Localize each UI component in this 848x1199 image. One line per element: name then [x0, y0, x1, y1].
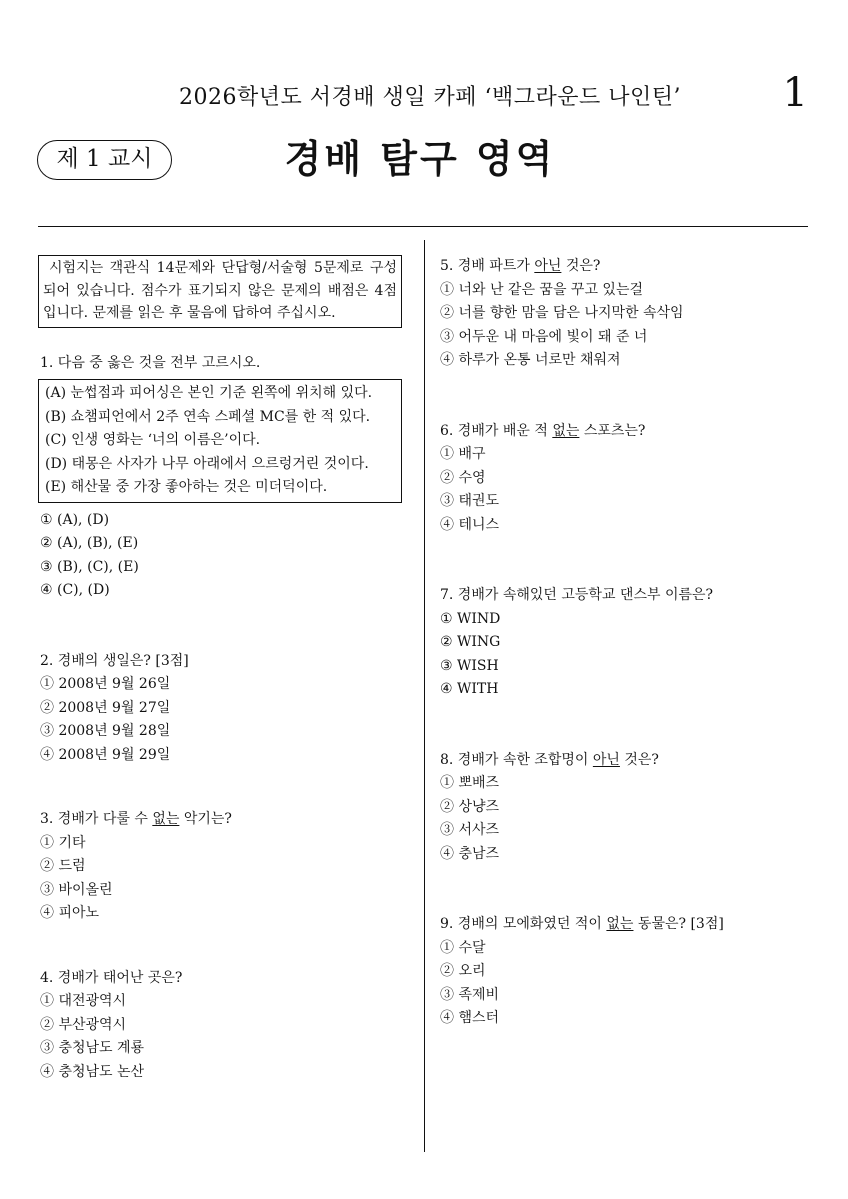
statement: (C) 인생 영화는 ‘너의 이름은’이다. [45, 432, 261, 448]
answer-options [440, 937, 800, 1031]
answer-options [40, 990, 402, 1084]
stem-text: 악기는? [179, 811, 232, 827]
stem-text: 스포츠는? [579, 422, 646, 439]
answer-option[interactable]: ④ 충남즈 [440, 845, 500, 862]
answer-option[interactable]: ④ (C), (D) [40, 582, 110, 598]
answer-option[interactable]: ③ 어두운 내 마음에 빛이 돼 준 너 [440, 328, 648, 345]
question-stem: 1. 다음 중 옳은 것을 전부 고르시오. [40, 354, 261, 371]
question-stem [440, 255, 800, 279]
answer-option[interactable]: ① 수달 [440, 939, 486, 956]
answer-option[interactable]: ② 너를 향한 맘을 담은 나지막한 속삭임 [440, 305, 684, 321]
answer-option[interactable]: ② 오리 [440, 963, 486, 979]
answer-option[interactable]: ② 상냥즈 [440, 798, 500, 815]
answer-option[interactable]: ① 배구 [440, 446, 486, 462]
stem-text: 9. 경배의 모에화였던 적이 [440, 916, 607, 932]
emphasis-underline: 없는 [606, 916, 634, 932]
answer-option[interactable]: ① 2008년 9월 26일 [40, 676, 171, 692]
question-stem: 7. 경배가 속해있던 고등학교 댄스부 이름은? [440, 587, 714, 603]
question-stem: 4. 경배가 태어난 곳은? [40, 969, 183, 986]
answer-option[interactable]: ④ 햄스터 [440, 1010, 500, 1026]
answer-option[interactable]: ② 2008년 9월 27일 [40, 699, 171, 716]
question-8 [440, 749, 800, 867]
statement: (D) 태몽은 사자가 나무 아래에서 으르렁거린 것이다. [45, 455, 369, 472]
header-rule [38, 226, 808, 227]
question-stem [440, 420, 800, 444]
answer-option[interactable]: ③ (B), (C), (E) [40, 558, 139, 575]
emphasis-underline: 아닌 [534, 258, 562, 274]
stem-text: 3. 경배가 다룰 수 [40, 811, 153, 827]
right-column [440, 255, 800, 1031]
answer-options [440, 772, 800, 866]
answer-option[interactable]: ② 드럼 [40, 858, 86, 874]
question-stem [40, 808, 402, 832]
answer-option[interactable]: ③ 바이올린 [40, 881, 113, 898]
answer-option[interactable]: ④ 테니스 [440, 516, 500, 533]
answer-options [40, 673, 402, 767]
answer-option[interactable]: ④ 하루가 온통 너로만 채워져 [440, 352, 621, 368]
answer-option[interactable]: ① (A), (D) [40, 511, 110, 528]
stem-text: 동물은? [3점] [633, 916, 724, 932]
statement-box [38, 379, 402, 503]
question-stem [440, 913, 800, 937]
question-5 [440, 255, 800, 373]
answer-options [40, 509, 402, 603]
period-badge: 제 1 교시 [37, 140, 172, 180]
question-9 [440, 913, 800, 1031]
instructions-text: 시험지는 객관식 14문제와 단답형/서술형 5문제로 구성되어 있습니다. 점수가 표기되지 않은 문제의 배점은 4점입니다. 문제를 읽은 후 물음에 답하여 주십시오. [43, 260, 397, 321]
answer-option[interactable]: ① WIND [440, 610, 501, 627]
question-stem: 2. 경배의 생일은? [3점] [40, 652, 189, 669]
answer-option[interactable]: ③ 태권도 [440, 493, 500, 509]
exam-title: 경배 탐구 영역 [284, 137, 556, 181]
answer-options [440, 443, 800, 537]
question-4 [40, 967, 402, 1085]
question-7 [440, 584, 800, 702]
question-stem [440, 749, 800, 773]
answer-option[interactable]: ③ 족제비 [440, 986, 500, 1003]
stem-text: 것은? [561, 258, 601, 274]
answer-options [440, 608, 800, 702]
left-column [40, 255, 402, 1084]
question-1 [40, 352, 402, 603]
stem-text: 5. 경배 파트가 [440, 258, 535, 274]
stem-text: 것은? [619, 751, 659, 768]
stem-text: 8. 경배가 속한 조합명이 [440, 751, 593, 768]
answer-option[interactable]: ③ 2008년 9월 28일 [40, 723, 171, 739]
answer-option[interactable]: ① 뽀배즈 [440, 775, 500, 791]
emphasis-underline: 아닌 [592, 751, 620, 768]
answer-option[interactable]: ④ 2008년 9월 29일 [40, 746, 171, 763]
answer-option[interactable]: ① 기타 [40, 834, 86, 851]
answer-option[interactable]: ④ 충청남도 논산 [40, 1063, 145, 1080]
statement: (E) 해산물 중 가장 좋아하는 것은 미더덕이다. [45, 479, 328, 495]
answer-option[interactable]: ③ 서사즈 [440, 822, 500, 838]
emphasis-underline: 없는 [552, 422, 580, 439]
page-number: 1 [782, 70, 808, 116]
header-title: 2026학년도 서경배 생일 카페 ‘백그라운드 나인틴’ [179, 85, 681, 110]
question-3 [40, 808, 402, 926]
answer-option[interactable]: ① 대전광역시 [40, 993, 127, 1009]
question-2 [40, 650, 402, 768]
answer-option[interactable]: ③ WISH [440, 657, 499, 674]
stem-text: 6. 경배가 배운 적 [440, 422, 553, 439]
answer-option[interactable]: ② 수영 [440, 469, 486, 486]
answer-option[interactable]: ③ 충청남도 계룡 [40, 1040, 145, 1056]
answer-option[interactable]: ② WING [440, 634, 501, 650]
column-divider [424, 240, 425, 1152]
answer-option[interactable]: ① 너와 난 같은 꿈을 꾸고 있는걸 [440, 281, 643, 298]
emphasis-underline: 없는 [152, 811, 180, 827]
answer-option[interactable]: ② (A), (B), (E) [40, 535, 139, 551]
question-6 [440, 420, 800, 538]
statement: (B) 쇼챔피언에서 2주 연속 스페셜 MC를 한 적 있다. [45, 408, 371, 425]
answer-options [40, 832, 402, 926]
answer-options [440, 279, 800, 373]
answer-option[interactable]: ② 부산광역시 [40, 1016, 127, 1033]
instructions-box [38, 255, 402, 328]
answer-option[interactable]: ④ 피아노 [40, 905, 100, 921]
statement: (A) 눈썹점과 피어싱은 본인 기준 왼쪽에 위치해 있다. [45, 385, 373, 401]
answer-option[interactable]: ④ WITH [440, 681, 499, 697]
